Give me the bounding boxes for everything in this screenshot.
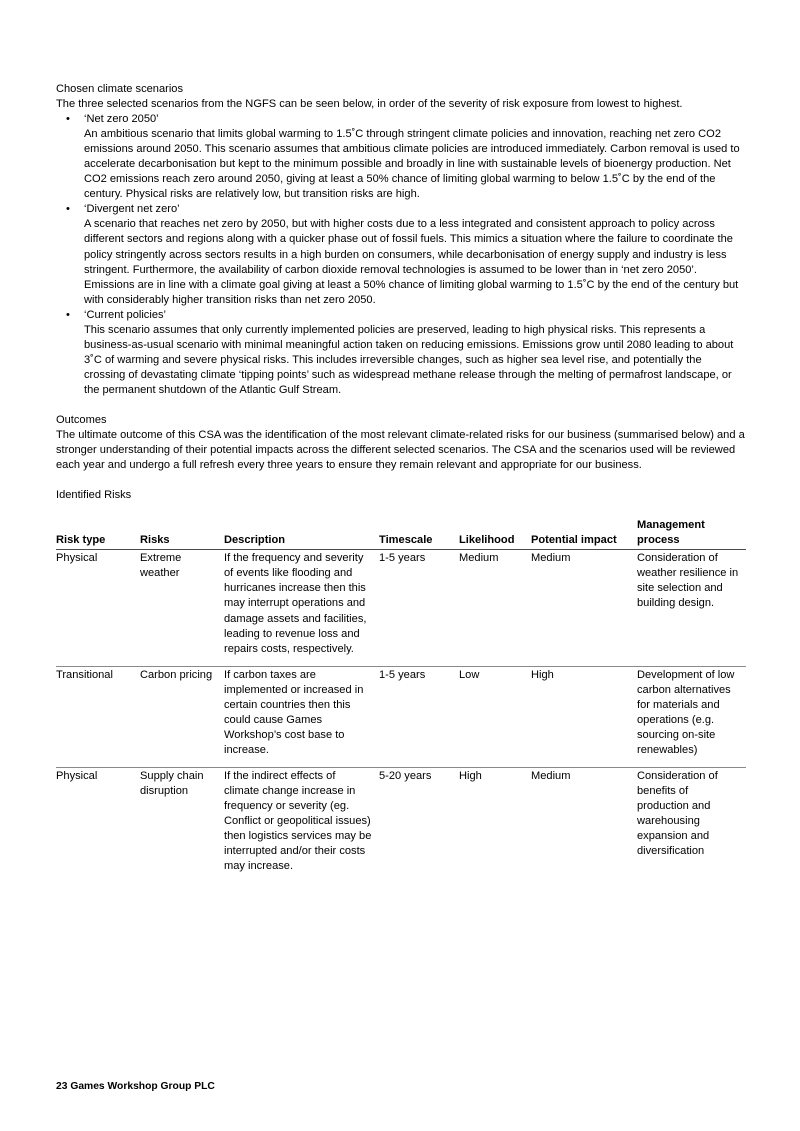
- scenario-title: ‘Current policies’: [84, 308, 167, 321]
- bullet-icon: •: [66, 203, 70, 216]
- column-header-risk-type: Risk type: [56, 518, 140, 550]
- cell-risks: Extreme weather: [140, 550, 224, 666]
- identified-risks-table: [56, 518, 746, 883]
- scenario-list: [56, 112, 746, 398]
- table-header-row: [56, 518, 746, 550]
- cell-likelihood: Medium: [459, 550, 531, 666]
- outcomes-paragraph: The ultimate outcome of this CSA was the identification of the most relevant climate-related risks for our business (summarised below) and a stronger understanding of their potential impacts across the different selected scenarios. The CSA and the scenarios used will be reviewed each year and undergo a full refresh every three years to ensure they remain relevant and appropriate for our business.: [56, 429, 745, 472]
- scenario-body: This scenario assumes that only currently implemented policies are preserved, leading to high physical risks. This represents a business-as-usual scenario with minimal meaningful action taken on reducing emissions. Emissions grow until 2080 leading to about 3˚C of warming and severe physical risks. This includes irreversible changes, such as higher sea level rise, and potentially the crossing of devastating climate ‘tipping points’ such as widespread methane release through the melting of permafrost landscape, or the permanent shutdown of the Atlantic Gulf Stream.: [84, 323, 734, 396]
- cell-likelihood: High: [459, 769, 482, 782]
- cell-description: If the frequency and severity of events like flooding and hurricanes increase then this may interrupt operations and damage assets and facilities, leading to revenue loss and repairs costs, respectively.: [224, 550, 379, 666]
- cell-risks: Carbon pricing: [140, 666, 224, 767]
- bullet-icon: •: [66, 113, 70, 126]
- cell-timescale: 1-5 years: [379, 550, 459, 666]
- table-row: [56, 550, 746, 666]
- cell-risks: Supply chain disruption: [140, 769, 204, 797]
- spacer: [56, 503, 746, 518]
- column-header-likelihood: Likelihood: [459, 518, 531, 550]
- table-body: [56, 550, 746, 883]
- column-header-timescale: Timescale: [379, 518, 459, 550]
- bullet-icon: •: [66, 308, 70, 321]
- scenario-list-item: [56, 202, 746, 307]
- column-header-risks: Risks: [140, 518, 224, 550]
- cell-timescale: 5-20 years: [379, 769, 432, 782]
- cell-risk-type: Physical: [56, 769, 98, 782]
- scenario-list-item: [56, 112, 746, 202]
- cell-description: If carbon taxes are implemented or increased in certain countries then this could cause Games Workshop’s cost base to increase.: [224, 666, 379, 767]
- spacer: [56, 398, 746, 413]
- cell-management-process: Consideration of weather resilience in site selection and building design.: [637, 550, 746, 666]
- scenario-body: A scenario that reaches net zero by 2050, but with higher costs due to a less integrated and consistent approach to policy across different sectors and regions along with a quicker phase out of fossil fuels. This mimics a situation where the failure to coordinate the policy stringently across sectors results in a high burden on consumers, while decarbonisation of energy supply and industry is less stringent. Furthermore, the availability of carbon dioxide removal technologies is assumed to be lower than in ‘net zero 2050’. Emissions are in line with a climate goal giving at least a 50% chance of limiting global warming to 1.5˚C by the end of the century but with considerably higher transition risks than net zero 2050.: [84, 218, 739, 306]
- column-header-management-process: Management process: [637, 518, 746, 550]
- cell-management-process: Consideration of benefits of production and warehousing expansion and diversification: [637, 769, 718, 858]
- cell-risk-type: Physical: [56, 550, 140, 666]
- page-content: [56, 82, 746, 883]
- column-header-potential-impact: Potential impact: [531, 518, 637, 550]
- cell-timescale: 1-5 years: [379, 666, 459, 767]
- cell-description: If the indirect effects of climate change increase in frequency or severity (eg. Conflict or geopolitical issues) then logistics services may be interrupted and/or their costs may increase.: [224, 769, 372, 873]
- scenario-list-item: [56, 308, 746, 398]
- section-heading-chosen-climate-scenarios: Chosen climate scenarios: [56, 83, 184, 95]
- section-heading-outcomes: Outcomes: [56, 413, 107, 426]
- cell-likelihood: Low: [459, 666, 531, 767]
- scenario-title: ‘Divergent net zero’: [84, 203, 180, 216]
- cell-risk-type: Transitional: [56, 666, 140, 767]
- section-heading-identified-risks: Identified Risks: [56, 489, 132, 502]
- table-row: [56, 666, 746, 767]
- intro-paragraph: The three selected scenarios from the NGFS can be seen below, in order of the severity of risk exposure from lowest to highest.: [56, 98, 683, 111]
- cell-potential-impact: High: [531, 666, 637, 767]
- cell-management-process: Development of low carbon alternatives for materials and operations (e.g. sourcing on-site renewables): [637, 666, 746, 767]
- scenario-title: ‘Net zero 2050’: [84, 113, 159, 126]
- scenario-body: An ambitious scenario that limits global warming to 1.5˚C through stringent climate policies and innovation, reaching net zero CO2 emissions around 2050. This scenario assumes that ambitious climate policies are introduced immediately. Carbon removal is used to accelerate decarbonisation but kept to the minimum possible and broadly in line with sustainable levels of bioenergy production. Net CO2 emissions reach zero around 2050, giving at least a 50% chance of limiting global warming to below 1.5˚C by the end of the century. Physical risks are relatively low, but transition risks are high.: [84, 128, 740, 201]
- spacer: [56, 473, 746, 488]
- identified-risks-table-wrapper: [56, 518, 746, 883]
- column-header-description: Description: [224, 518, 379, 550]
- cell-potential-impact: Medium: [531, 550, 637, 666]
- page-footer: 23 Games Workshop Group PLC: [56, 1081, 215, 1092]
- table-header: [56, 518, 746, 550]
- cell-potential-impact: Medium: [531, 769, 571, 782]
- table-row: [56, 767, 746, 883]
